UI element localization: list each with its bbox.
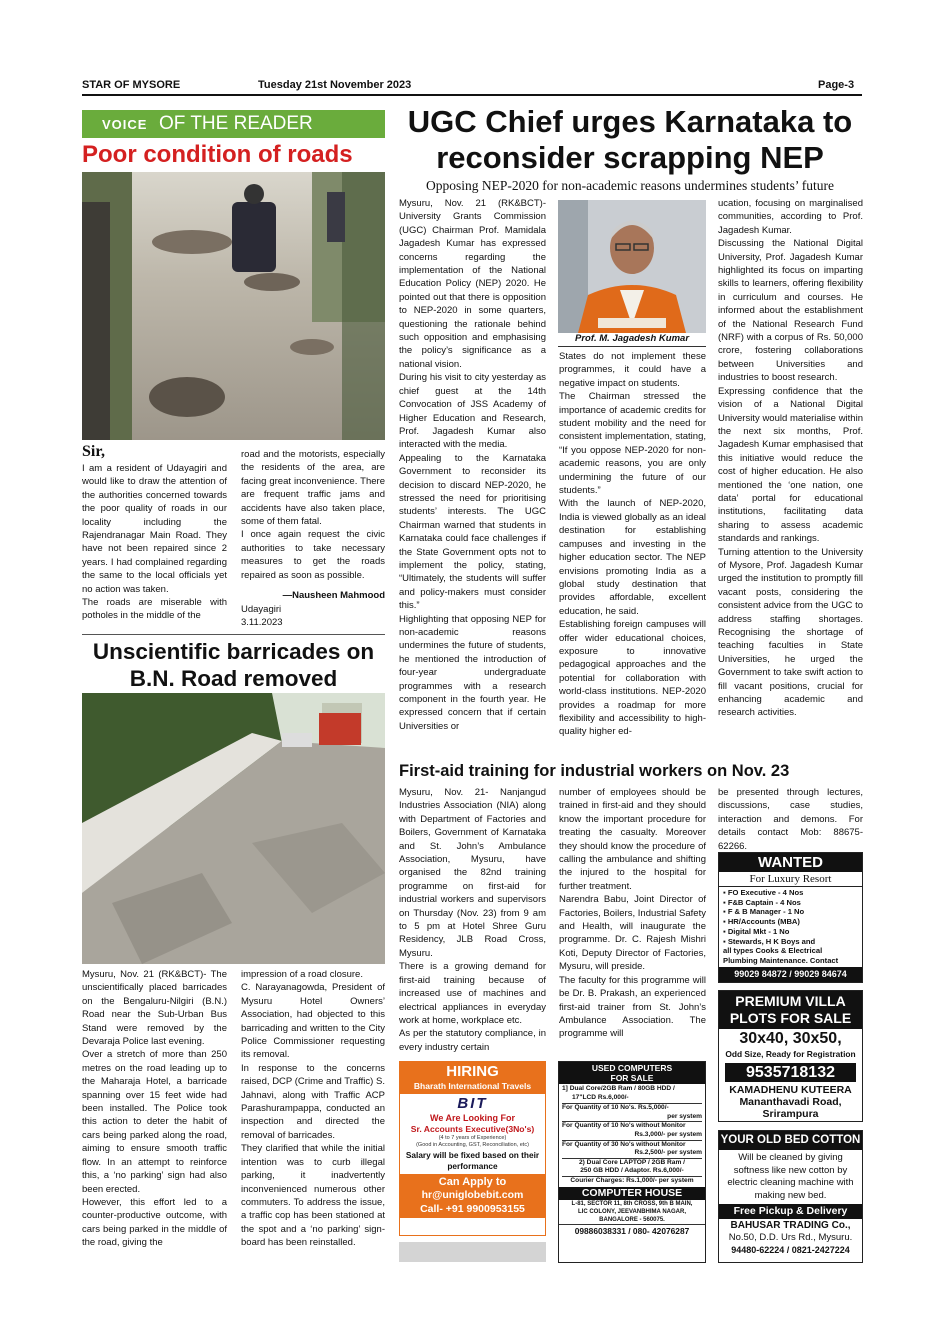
blank-ad-slot: [399, 1242, 546, 1262]
wanted-item: ▪ F&B Captain - 4 Nos: [723, 897, 801, 907]
wanted-item: ▪ HR/Accounts (MBA): [723, 917, 800, 927]
firstaid-column-3: be presented through lectures, discussions, case studies, interaction and demons. For details contact Mob: 88675-62266.: [718, 787, 863, 852]
firstaid-column-2: number of employees should be trained in first-aid and they should know the important procedure for treating the casualty. Moreover they should know the procedure of calling the ambulance and shifting the injured to the hospital for further treatment. Narendra Babu, Joint Director of Factories, Boilers, Industrial Safety and Health, will inaugurate the programme. Dr. C. Rajesh Mishri Koti, Deputy Director of Factories, Mysuru, will preside. The faculty for this programme will be Dr. B. Prakash, an experienced first-aid trainer from St. John’s Ambulance Association. The programme will: [559, 787, 706, 1040]
bed-cotton-ad: [718, 1130, 863, 1263]
hiring-phone: Call- +91 9900953155: [400, 1202, 545, 1218]
wanted-item: ▪ F & B Manager - 1 No: [723, 907, 805, 917]
wanted-item: ▪ Stewards, H K Boys and all types Cooks & Electrical Plumbing Maintenance. Contact: [723, 936, 839, 965]
bit-logo: BIT: [457, 1095, 488, 1112]
firstaid-column-1: Mysuru, Nov. 21- Nanjangud Industries Association (NIA) along with Department of Factories and Boilers, Government of Karnataka and St. John’s Ambulance Association, Mysuru, have organised the 82nd training programme on first-aid for industrial workers and supervisors on Thursday (Nov. 23) from 9 am to 5 pm at Hotel Shree Guru Residency, JLB Road Cross, Mysuru. There is a growing demand for first-aid training because of increased use of machines and electrical appliances in everyday work at home, workplace etc. As per the statutory compliance, in every industry certain: [399, 787, 546, 1053]
ugc-column-2: States do not implement these programmes, it could have a negative impact on students. The Chairman stressed the importance of academic credits for student mobility and the need for consistent implementation, stating, “If you oppose NEP-2020 for non-academic reasons, you are only undermining the future of our students.” With the launch of NEP-2020, India is viewed globally as an ideal destination for establishing campuses and investing in the higher education sector. The NEP envisions promoting India as a global study destination that provides affordable, excellent education, he said. Establishing foreign campuses will offer wider educational choices, exposure to innovative pedagogical approaches and the potential for collaboration with world-class institutions. NEP-2020 provides a roadmap for more flexibility and accessibility to high-quality higher ed-: [559, 351, 706, 738]
letter-salutation: Sir,: [82, 443, 105, 460]
ugc-column-1: Mysuru, Nov. 21 (RK&BCT)- University Grants Commission (UGC) Chairman Prof. Mamidala Jagadesh Kumar has expressed concerns regarding the implementation of the National Education Policy (NEP) 2020. He pointed out that there is opposition to NEP-2020 in some quarters, questioning the rationale behind such opposition and emphasising the policy’s significance as a national vision. During his visit to city yesterday as chief guest at the 14th Convocation of JSS Academy of Higher Education and Research, Prof. Jagadesh Kumar also interacted with the media. Appealing to the Karnataka Government to reconsider its decision to discard NEP-2020, he stressed the need for prioritising students’ interests. The UGC Chairman warned that students in Karnataka could face challenges if the State Government opts not to implement the policy, stating, “Ultimately, the students will suffer and policy-makers must consider this.” Highlighting that opposing NEP for non-academic reasons undermines the future of students, he mentioned the introduction of four-year undergraduate programmes with a research component in the fourth year. He expressed concern that if certain Universities or: [399, 198, 546, 732]
ugc-column-3: ucation, focusing on marginalised communities, according to Prof. Jagadesh Kumar. Discussing the National Digital University, Prof. Jagadesh Kumar highlighted its focus on imparting skills to learners, offering flexibility in curriculum and courses. He informed about the establishment of the National Research Fund (NRF) with a corpus of Rs. 50,000 crore, fostering collaborations between Universities and industries to boost research. Expressing confidence that the vision of a National Digital University would materialise within the next six months, Prof. Jagadesh Kumar emphasised that this initiative would reduce the cost of higher education. He also mentioned the ‘one nation, one data’ portal for educational institutions, facilitating data sharing to assess academic standards and rankings. Turning attention to the University of Mysore, Prof. Jagadesh Kumar urged the institution to promptly fill vacant posts, considering the consistent advice from the UGC to address staffing shortages. Recognising the shortage of teaching faculties in State Universities, he urged the Government to take swift action to fill vacant positions, crucial for enhancing academic and research activities.: [718, 198, 863, 719]
firstaid-headline: First-aid training for industrial workers on Nov. 23: [399, 762, 790, 780]
computers-title-2: FOR SALE: [559, 1073, 705, 1084]
cotton-title: YOUR OLD BED COTTON: [719, 1131, 862, 1150]
villa-name: KAMADHENU KUTEERA: [729, 1084, 852, 1096]
cotton-body: Will be cleaned by giving softness like new cotton by electric cleaning machine with making new bed.: [727, 1152, 854, 1201]
computers-item-1: 1] Dual Core/2GB Ram / 80GB HDD /: [562, 1085, 675, 1092]
computers-title-1: USED COMPUTERS: [559, 1062, 705, 1073]
hiring-looking: We Are Looking For: [429, 1113, 515, 1123]
paper-name: STAR OF MYSORE: [82, 79, 181, 91]
computers-shop: COMPUTER HOUSE: [559, 1187, 705, 1200]
hiring-experience: (4 to 7 years of Experience) (Good in Accounting, GST, Reconciliation, etc): [416, 1135, 529, 1148]
computers-qty-10-nomonitor-price: Rs.3,000/- per system: [634, 1130, 702, 1138]
masthead-rule: [82, 94, 862, 96]
computers-address-2: LIC COLONY, JEEVANBHIMA NAGAR,: [577, 1208, 686, 1215]
wanted-item: ▪ FO Executive - 4 Nos: [723, 888, 804, 897]
computers-item-2: 2) Dual Core LAPTOP / 2GB Ram /: [562, 1158, 702, 1168]
page-number: Page-3: [818, 79, 855, 91]
wanted-item: ▪ Digital Mkt - 1 No: [723, 926, 790, 936]
voice-headline: Poor condition of roads: [82, 141, 353, 168]
letter-column-1: I am a resident of Udayagiri and would like to draw the attention of the authorities concerned towards the poor quality of roads in our locality including the Rajendranagar Main Road. They have not been repaired since 2 years. I had complained regarding the same to the local officials yet no action was taken. The roads are miserable with potholes in the middle of the: [82, 463, 227, 622]
ugc-headline: UGC Chief urges Karnataka to reconsider scrapping NEP: [407, 104, 853, 175]
hiring-role: Sr. Accounts Executive(3No's): [410, 1124, 535, 1134]
wanted-subtitle: For Luxury Resort: [719, 872, 862, 887]
wanted-title: WANTED: [719, 853, 862, 872]
ugc-photo-caption: Prof. M. Jagadesh Kumar: [558, 333, 706, 347]
hiring-salary: Salary will be fixed based on their performance: [405, 1150, 540, 1171]
voice-banner-word: VOICE: [102, 117, 148, 132]
computers-qty-30-nomonitor: For Quantity of 30 No's without Monitor: [562, 1140, 702, 1150]
barricade-road-photo: [82, 693, 385, 964]
letter-column-2: road and the motorists, especially the residents of the area, are facing great inconvenience. There are frequent traffic jams and accidents have also taken place, some of them fatal. I once again request the civic authorities to take necessary measures to get the roads repaired as soon as possible.: [241, 449, 385, 581]
computers-address-1: L-81, SECTOR 11, 8th CROSS, 9th B MAIN,: [571, 1200, 693, 1207]
villa-line-1: PREMIUM VILLA: [719, 991, 862, 1010]
letter-signature: —Nausheen Mahmood: [282, 590, 385, 601]
villa-plots-ad: [718, 990, 863, 1122]
computers-qty-10: For Quantity of 10 No's. Rs.5,000/-: [562, 1103, 702, 1113]
barricades-headline: Unscientific barricades on B.N. Road removed: [92, 639, 375, 691]
letter-place: Udayagiri: [241, 604, 282, 615]
villa-address-1: Mananthavadi Road,: [739, 1096, 842, 1108]
computers-item-1-price: 17"LCD Rs.6,000/-: [572, 1093, 629, 1101]
computers-phone: 09886038331 / 080- 42076287: [559, 1224, 705, 1237]
computers-qty-30-nomonitor-price: Rs.2,500/- per system: [634, 1149, 702, 1157]
computers-item-2-price: 250 GB HDD / Adaptor. Rs.6,000/-: [580, 1167, 684, 1175]
letter-date: 3.11.2023: [241, 617, 283, 628]
issue-date: Tuesday 21st November 2023: [258, 79, 412, 91]
hiring-apply: Can Apply to: [400, 1174, 545, 1189]
barricades-column-2: impression of a road closure. C. Narayanagowda, President of Mysuru Hotel Owners’ Association, had objected to this barricading and written to the City Police Commissioner requesting its removal. In response to the concerns raised, DCP (Crime and Traffic) S. Jahnavi, along with Traffic ACP Parashurampappa, conducted an inspection and directed the removal of barricades. They clarified that while the initial intention was to curb illegal parking, it inadvertently inconvenienced numerous other commuters. To address the issue, a traffic cop has been stationed at the spot and a ‘no parking’ sign-board has been reinstalled.: [241, 969, 385, 1249]
voice-banner-rest: OF THE READER: [159, 113, 313, 134]
barricades-column-1: Mysuru, Nov. 21 (RK&BCT)- The unscientifically placed barricades on the Bengaluru-Nilgiri (B.N.) Road near the Sub-Urban Bus Stand were removed by the Devaraja Police last evening. Over a stretch of more than 250 metres on the road leading up to the Maharaja Hotel, a barricade spanning over 15 feet wide had been installed. The Police took this action to deter the habit of cars being parked along the road, aiming to ensure smooth traffic flow. In an attempt to reinforce this, a ‘no parking’ sign had also been erected. However, this effort led to a counter-productive outcome, with cars being parked in the middle of the road, giving the: [82, 969, 227, 1249]
used-computers-ad: [558, 1061, 706, 1263]
pothole-road-photo: [82, 172, 385, 440]
hiring-title: HIRING: [400, 1062, 545, 1081]
hiring-ad: [399, 1061, 546, 1236]
villa-address-2: Srirampura: [762, 1108, 819, 1120]
hiring-email: hr@uniglobebit.com: [400, 1189, 545, 1202]
cotton-company: BAHUSAR TRADING Co.,: [730, 1220, 851, 1231]
cotton-pickup: Free Pickup & Delivery: [719, 1204, 862, 1219]
computers-address-3: BANGALORE - 560075.: [599, 1216, 665, 1223]
computers-qty-10-nomonitor: For Quantity of 10 No's without Monitor: [562, 1121, 702, 1131]
ugc-subhead: Opposing NEP-2020 for non-academic reasons undermines students’ future: [425, 178, 835, 193]
wanted-phone: 99029 84872 / 99029 84674: [719, 967, 862, 982]
villa-registration: Odd Size, Ready for Registration: [725, 1049, 856, 1059]
voice-banner: [82, 110, 385, 138]
section-divider: [82, 634, 385, 635]
wanted-ad: [718, 852, 863, 983]
ugc-chairman-photo: [558, 200, 706, 333]
villa-sizes: 30x40, 30x50,: [739, 1030, 842, 1047]
cotton-phone: 94480-62224 / 0821-2427224: [731, 1245, 850, 1255]
villa-line-2: PLOTS FOR SALE: [719, 1010, 862, 1029]
computers-courier: Courier Charges: Rs.1,000/- per system: [562, 1176, 702, 1186]
villa-phone: 9535718132: [725, 1063, 856, 1082]
computers-qty-10-unit: per system: [667, 1112, 702, 1120]
cotton-address: No.50, D.D. Urs Rd., Mysuru.: [728, 1232, 853, 1243]
hiring-company: Bharath International Travels: [400, 1081, 545, 1094]
